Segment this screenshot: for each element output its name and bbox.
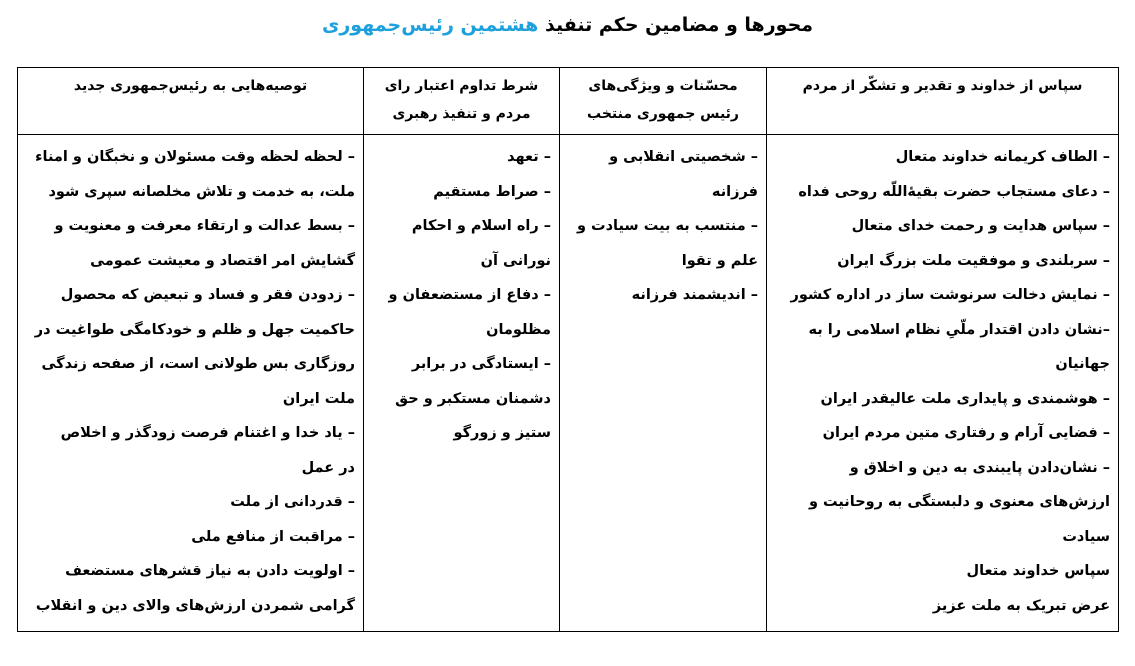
list-item: حاکمیت جهل و ظلم و خودکامگی طواغیت در — [34, 321, 355, 338]
list-item: ستیز و زورگو — [453, 425, 551, 441]
list-item: – صراط مستقیم — [433, 183, 551, 200]
list-item: گرامی شمردن ارزش‌های والای دین و انقلاب — [35, 597, 355, 614]
list-item: فرزانه — [711, 183, 758, 200]
list-item: عرض تبریک به ملت عزیز — [932, 597, 1110, 614]
list-item: – فضایی آرام و رفتاری متین مردم ایران — [822, 425, 1110, 441]
list-item: دشمنان مستکبر و حق — [395, 390, 551, 407]
list-item: ملت، به خدمت و تلاش مخلصانه سپری شود — [48, 183, 355, 200]
list-item: – منتسب به بیت سیادت و — [576, 218, 758, 234]
list-item: – راه اسلام و احکام — [411, 218, 551, 234]
list-item: – دفاع از مستضعفان و — [388, 287, 551, 303]
cell-recommendations — [18, 135, 364, 632]
list-item: سپاس خداوند متعال — [966, 563, 1110, 579]
list-item: روزگاری بس طولانی است، از صفحه زندگی — [41, 356, 355, 372]
cell-conditions — [364, 135, 560, 632]
list-item: سیادت — [1062, 528, 1110, 545]
list-item: – الطاف کریمانه خداوند متعال — [895, 149, 1110, 165]
list-item: در عمل — [301, 459, 355, 476]
list-item: – لحظه لحظه وقت مسئولان و نخبگان و امناء — [35, 149, 355, 165]
list-item: نورانی آن — [480, 252, 551, 269]
list-item: گشایش امر اقتصاد و معیشت عمومی — [90, 252, 355, 269]
list-item: مظلومان — [486, 321, 551, 338]
list-item: ارزش‌های معنوی و دلبستگی به روحانیت و — [808, 494, 1110, 510]
list-item: – زدودن فقر و فساد و تبعیض که محصول — [60, 287, 355, 303]
content-table — [17, 67, 1119, 632]
list-item: – نشان‌دادن پایبندی به دین و اخلاق و — [849, 459, 1110, 476]
list-item: – اولویت دادن به نیاز قشرهای مستضعف — [65, 563, 355, 579]
title-text: محورها و مضامین حکم تنفیذ — [538, 14, 814, 36]
list-item: –نشان دادن اقتدار ملّیِ نظام اسلامی را به — [808, 321, 1110, 338]
list-item: – بسط عدالت و ارتقاء معرفت و معنویت و — [54, 218, 355, 234]
list-item: – سربلندی و موفقیت ملت بزرگ ایران — [837, 252, 1110, 269]
list-item: – ایستادگی در برابر — [411, 356, 551, 372]
list-item: – نمایش دخالت سرنوشت ساز در اداره کشور — [790, 287, 1110, 303]
list-item: – تعهد — [507, 149, 551, 165]
header-virtues: محسّنات و ویژگی‌های رئیس جمهوری منتخب — [560, 68, 767, 135]
list-item: – هوشمندی و پایداری ملت عالیقدر ایران — [820, 390, 1110, 407]
list-item: ملت ایران — [282, 390, 355, 407]
title-highlight: هشتمین رئیس‌جمهوری — [321, 14, 539, 36]
header-conditions: شرط تداوم اعتبار رای مردم و تنفیذ رهبری — [364, 68, 560, 135]
header-gratitude: سپاس از خداوند و تقدیر و تشکّر از مردم — [767, 68, 1119, 135]
list-item: جهانیان — [1055, 356, 1110, 372]
list-item: – شخصیتی انقلابی و — [609, 149, 758, 165]
list-item: – قدردانی از ملت — [230, 494, 355, 510]
list-item: – سپاس هدایت و رحمت خدای متعال — [851, 218, 1110, 234]
cell-virtues — [560, 135, 767, 632]
header-row — [18, 68, 1119, 135]
table-row — [18, 135, 1119, 632]
list-item: – دعای مستجاب حضرت بقیهٔ‌اللّه روحی فداه — [798, 183, 1110, 200]
list-item: علم و تقوا — [681, 252, 758, 269]
list-item: – مراقبت از منافع ملی — [191, 528, 355, 545]
list-item: – اندیشمند فرزانه — [631, 287, 758, 303]
list-item: – یاد خدا و اغتنام فرصت زودگذر و اخلاص — [60, 425, 355, 441]
page-title — [0, 14, 1135, 36]
cell-gratitude — [767, 135, 1119, 632]
header-recommendations: توصیه‌هایی به رئیس‌جمهوری جدید — [18, 68, 364, 135]
